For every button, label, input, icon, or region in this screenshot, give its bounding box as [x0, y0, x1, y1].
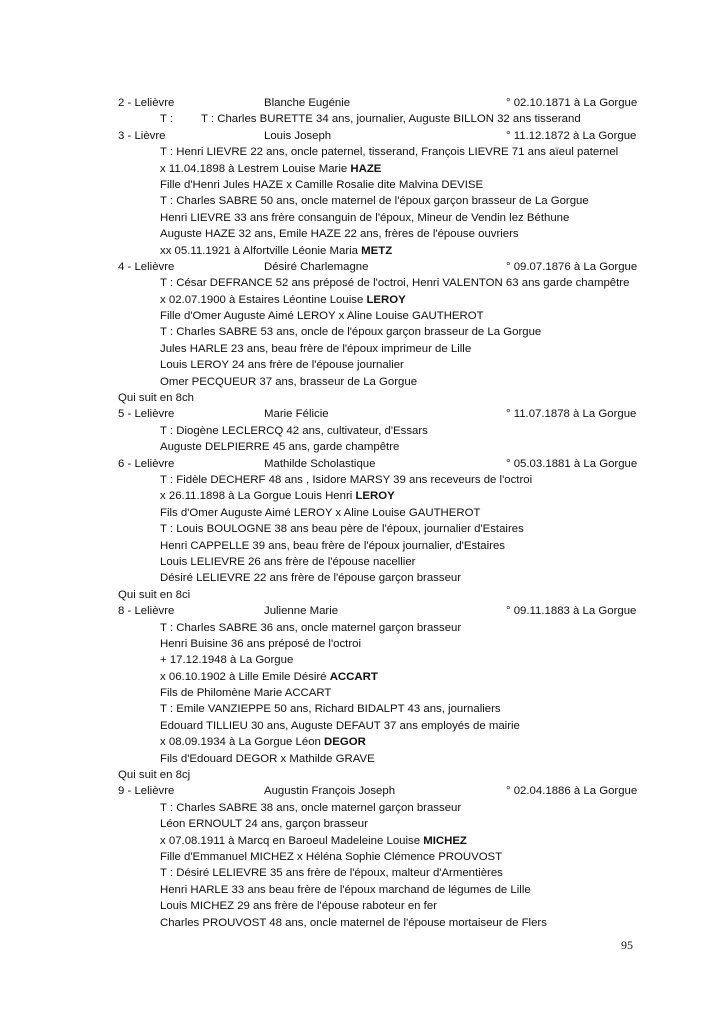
marriage-line: [118, 161, 678, 177]
entry-birth: ° 02.04.1886 à La Gorgue: [506, 785, 638, 798]
marriage-text: x 07.08.1911 à Marcq en Baroeul Madeleine Louise: [160, 834, 424, 847]
witness-line: Désiré LELIEVRE 22 ans frère de l'épouse garçon brasseur: [160, 572, 462, 585]
spouse-surname: LEROY: [355, 490, 395, 503]
entry-header: [118, 603, 678, 619]
witness-line: T : Diogène LECLERCQ 42 ans, cultivateur, d'Essars: [160, 424, 428, 437]
witness-line: Edouard TILLIEU 30 ans, Auguste DEFAUT 37 ans employés de mairie: [160, 719, 520, 732]
witness-line: Jules HARLE 23 ans, beau frère de l'époux imprimeur de Lille: [160, 342, 472, 355]
entry-header: [118, 128, 678, 144]
follow-up-note: Qui suit en 8ci: [118, 588, 191, 601]
witness-line: T : Louis BOULOGNE 38 ans beau père de l'époux, journalier d'Estaires: [160, 523, 524, 536]
entry-header: [118, 456, 678, 472]
follow-up-note: Qui suit en 8ch: [118, 392, 194, 405]
witness-line: Omer PECQUEUR 37 ans, brasseur de La Gorgue: [160, 375, 418, 388]
entry-number: 5 - Lelièvre: [118, 408, 175, 421]
death-line: + 17.12.1948 à La Gorgue: [160, 654, 294, 667]
witness-line: T : Charles SABRE 50 ans, oncle maternel de l'époux garçon brasseur de La Gorgue: [160, 195, 589, 208]
parents-line: Fils d'Edouard DEGOR x Mathilde GRAVE: [160, 752, 375, 765]
witness-line: Henri CAPPELLE 39 ans, beau frère de l'époux journalier, d'Estaires: [160, 539, 506, 552]
entry-birth: ° 05.03.1881 à La Gorgue: [506, 457, 638, 470]
witness-line: T : Charles SABRE 53 ans, oncle de l'époux garçon brasseur de La Gorgue: [160, 326, 542, 339]
witness-line: Louis LEROY 24 ans frère de l'épouse journalier: [160, 359, 404, 372]
entry-given-names: Louis Joseph: [264, 129, 332, 142]
entry-number: 8 - Lelièvre: [118, 605, 175, 618]
witness-line: Auguste HAZE 32 ans, Emile HAZE 22 ans, frères de l'épouse ouvriers: [160, 228, 519, 241]
parents-line: Fille d'Henri Jules HAZE x Camille Rosalie dite Malvina DEVISE: [160, 178, 484, 191]
marriage-line: [118, 669, 678, 685]
parents-line: Fille d'Emmanuel MICHEZ x Héléna Sophie Clémence PROUVOST: [160, 850, 503, 863]
entry-number: 2 - Lelièvre: [118, 97, 175, 109]
witness-line: Léon ERNOULT 24 ans, garçon brasseur: [160, 818, 368, 831]
entry-birth: ° 11.07.1878 à La Gorgue: [506, 408, 637, 421]
marriage-line: [118, 734, 678, 750]
witness-line: T : Charles SABRE 38 ans, oncle maternel garçon brasseur: [160, 801, 462, 814]
marriage-text: x 06.10.1902 à Lille Emile Désiré: [160, 670, 330, 683]
witness-line: T : Fidèle DECHERF 48 ans , Isidore MARSY 39 ans receveurs de l'octroi: [160, 473, 533, 486]
entry-given-names: Mathilde Scholastique: [264, 457, 376, 470]
witness-line: Auguste DELPIERRE 45 ans, garde champêtre: [160, 441, 400, 454]
entry-number: 4 - Lelièvre: [118, 260, 175, 273]
witness-line: [118, 111, 678, 127]
entry-given-names: Blanche Eugénie: [264, 97, 351, 109]
entry-number: 3 - Lièvre: [118, 129, 166, 142]
marriage-text: x 26.11.1898 à La Gorgue Louis Henri: [160, 490, 356, 503]
spouse-surname: HAZE: [350, 162, 382, 175]
marriage-text: x 02.07.1900 à Estaires Léontine Louise: [160, 293, 367, 306]
spouse-surname: DEGOR: [324, 736, 366, 749]
spouse-surname: METZ: [361, 244, 393, 257]
witness-label: T :: [160, 113, 174, 126]
page-number: 95: [621, 938, 633, 952]
witness-line: Henri HARLE 33 ans beau frère de l'époux marchand de légumes de Lille: [160, 883, 531, 896]
parents-line: Fils de Philomène Marie ACCART: [160, 687, 332, 700]
spouse-surname: MICHEZ: [423, 834, 467, 847]
entry-birth: ° 11.12.1872 à La Gorgue: [506, 129, 637, 142]
marriage-line: [118, 833, 678, 849]
marriage-text: x 08.09.1934 à La Gorgue Léon: [160, 736, 325, 749]
witness-line: Louis LELIEVRE 26 ans frère de l'épouse nacellier: [160, 555, 416, 568]
entry-header: [118, 406, 678, 422]
entry-header: [118, 95, 678, 111]
witness-line: T : Emile VANZIEPPE 50 ans, Richard BIDALPT 43 ans, journaliers: [160, 703, 501, 716]
witness-text: T : Charles BURETTE 34 ans, journalier, Auguste BILLON 32 ans tisserand: [201, 113, 581, 126]
entry-birth: ° 02.10.1871 à La Gorgue: [506, 97, 638, 109]
witness-line: Louis MICHEZ 29 ans frère de l'épouse raboteur en fer: [160, 900, 437, 913]
witness-line: T : Henri LIEVRE 22 ans, oncle paternel, tisserand, François LIEVRE 71 ans aïeul paternel: [160, 146, 619, 159]
marriage-text: x 11.04.1898 à Lestrem Louise Marie: [160, 162, 351, 175]
entry-header: [118, 259, 678, 275]
entry-given-names: Désiré Charlemagne: [264, 260, 369, 273]
witness-line: T : César DEFRANCE 52 ans préposé de l'octroi, Henri VALENTON 63 ans garde champêtre: [160, 277, 630, 290]
witness-line: Henri LIEVRE 33 ans frère consanguin de l'époux, Mineur de Vendin lez Béthune: [160, 211, 570, 224]
genealogy-list: [118, 95, 678, 931]
entry-header: [118, 783, 678, 799]
witness-line: Henri Buisine 36 ans préposé de l'octroi: [160, 637, 361, 650]
witness-line: T : Désiré LELIEVRE 35 ans frère de l'époux, malteur d'Armentières: [160, 867, 503, 880]
marriage-line: [118, 488, 678, 504]
entry-birth: ° 09.07.1876 à La Gorgue: [506, 260, 638, 273]
entry-birth: ° 09.11.1883 à La Gorgue: [506, 605, 637, 618]
entry-given-names: Marie Félicie: [264, 408, 329, 421]
witness-line: Charles PROUVOST 48 ans, oncle maternel de l'épouse mortaiseur de Flers: [160, 916, 547, 929]
marriage-line: [118, 243, 678, 259]
spouse-surname: LEROY: [366, 293, 406, 306]
witness-line: T : Charles SABRE 36 ans, oncle maternel garçon brasseur: [160, 621, 462, 634]
parents-line: Fille d'Omer Auguste Aimé LEROY x Aline Louise GAUTHEROT: [160, 310, 484, 323]
marriage-text: xx 05.11.1921 à Alfortville Léonie Maria: [160, 244, 362, 257]
entry-given-names: Julienne Marie: [264, 605, 339, 618]
parents-line: Fils d'Omer Auguste Aimé LEROY x Aline Louise GAUTHEROT: [160, 506, 481, 519]
follow-up-note: Qui suit en 8cj: [118, 769, 191, 782]
entry-given-names: Augustin François Joseph: [264, 785, 396, 798]
entry-number: 9 - Lelièvre: [118, 785, 175, 798]
marriage-line: [118, 292, 678, 308]
entry-number: 6 - Lelièvre: [118, 457, 175, 470]
spouse-surname: ACCART: [329, 670, 378, 683]
